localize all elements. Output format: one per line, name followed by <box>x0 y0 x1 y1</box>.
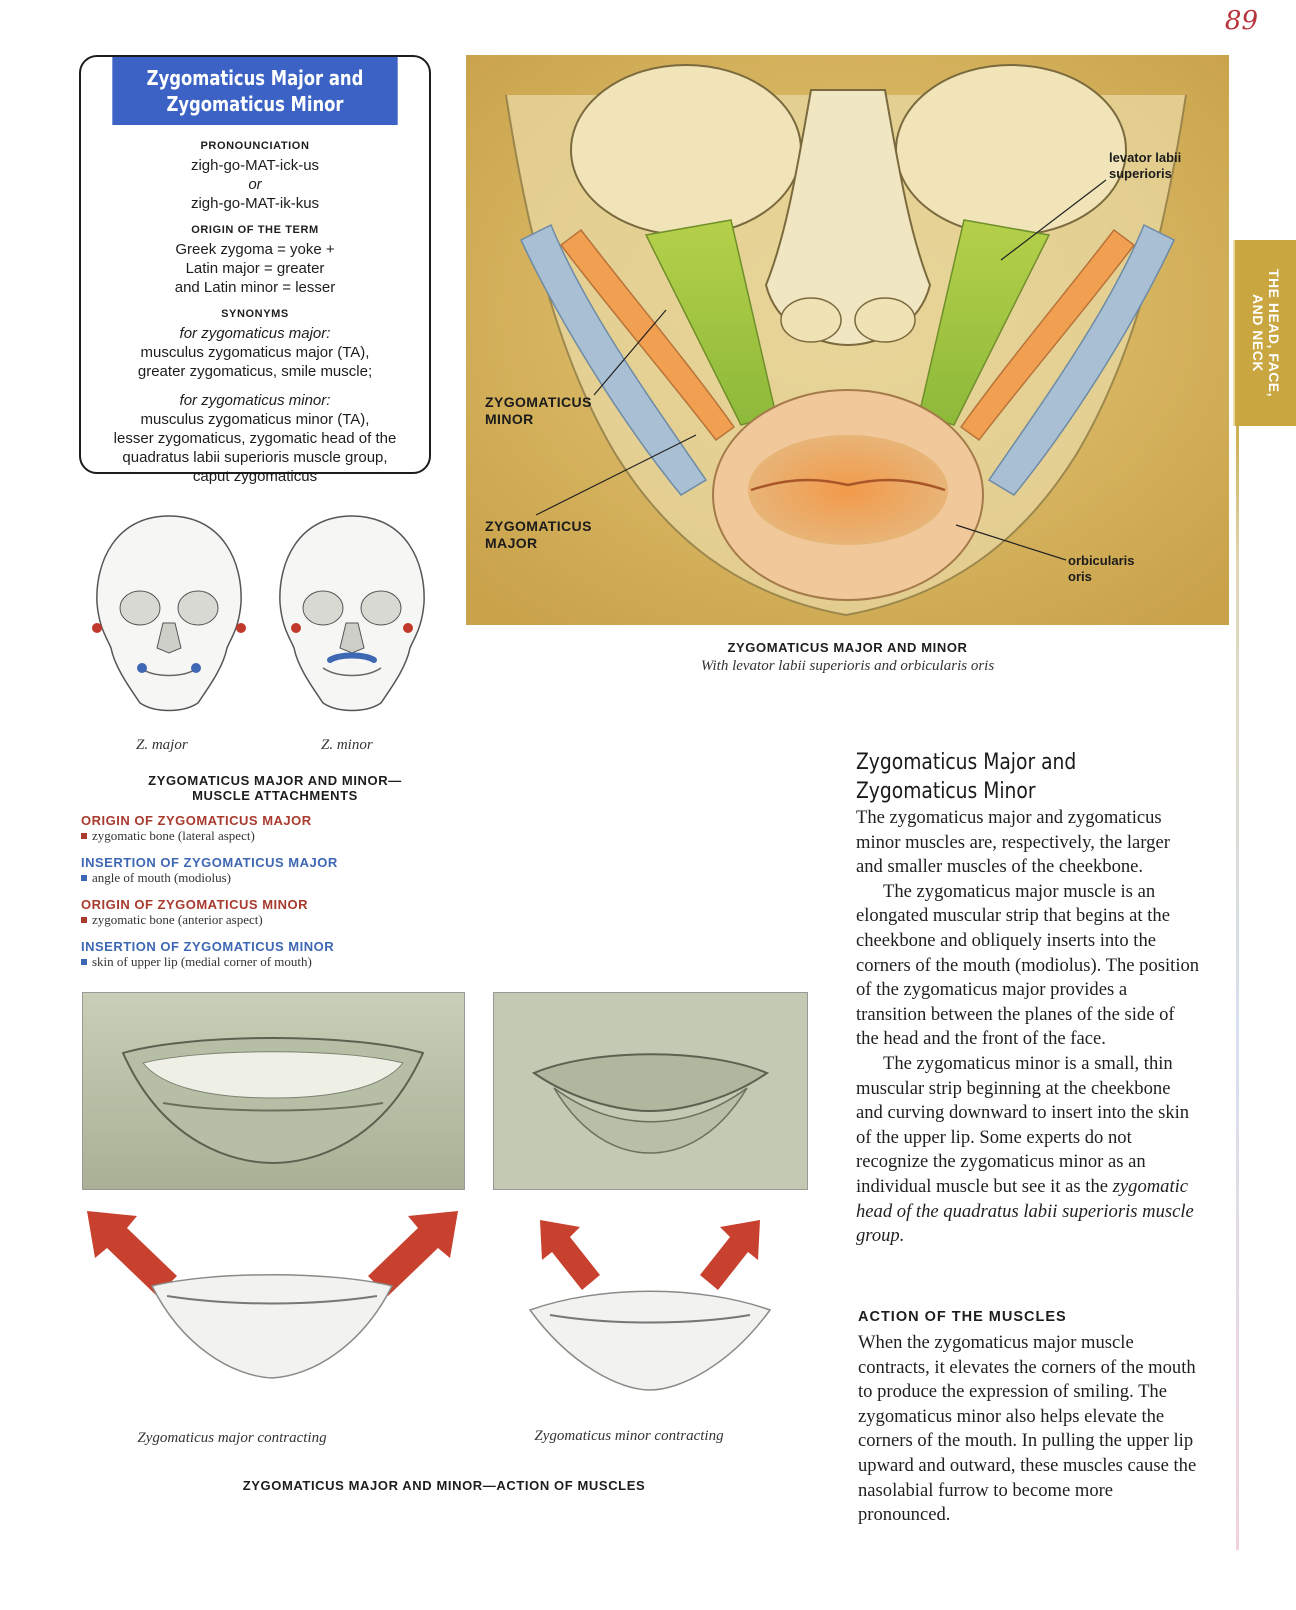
origin-3: and Latin minor = lesser <box>174 279 336 296</box>
origin-2: Latin major = greater <box>185 260 325 277</box>
smile-minor-photo <box>493 992 808 1190</box>
info-card-title-2: Zygomaticus Minor <box>166 92 344 116</box>
skull-minor-illustration <box>268 508 436 718</box>
action-label-minor: Zygomaticus minor contracting <box>534 1428 724 1444</box>
callout-levator: levator labii superioris <box>1109 150 1182 181</box>
synonyms-minor-1: musculus zygomaticus minor (TA), <box>140 411 370 428</box>
attachments-list <box>81 813 461 981</box>
section-tab[interactable] <box>1233 240 1296 426</box>
origin-1: Greek zygoma = yoke + <box>175 241 335 258</box>
attachment-item: INSERTION OF ZYGOMATICUS MINOR skin of upper lip (medial corner of mouth) <box>81 939 335 969</box>
action-figure-caption: ZYGOMATICUS MAJOR AND MINOR—ACTION OF MUSCLES <box>242 1478 646 1493</box>
origin-marker-icon <box>81 833 87 839</box>
skull-label-major: Z. major <box>136 737 188 753</box>
action-label-major: Zygomaticus major contracting <box>137 1430 327 1446</box>
synonyms-minor-4: caput zygomaticus <box>192 468 318 485</box>
action-body <box>858 1331 1203 1528</box>
smile-major-sketch <box>82 1206 463 1401</box>
attachment-item: INSERTION OF ZYGOMATICUS MAJOR angle of mouth (modiolus) <box>81 855 338 885</box>
synonyms-major-head: for zygomaticus major: <box>179 325 331 342</box>
skull-label-minor: Z. minor <box>321 737 373 753</box>
section-tab-label: THE HEAD, FACE, AND NECK <box>1249 268 1282 398</box>
pronunciation-2: zigh-go-MAT-ik-kus <box>190 195 320 212</box>
synonyms-minor-3: quadratus labii superioris muscle group, <box>122 449 388 466</box>
page-number: 89 <box>1224 6 1258 36</box>
origin-label: ORIGIN OF THE TERM <box>191 224 319 236</box>
pronunciation-1: zigh-go-MAT-ick-us <box>190 157 320 174</box>
arrow-up-right-icon <box>700 1220 760 1290</box>
attachment-item: ORIGIN OF ZYGOMATICUS MAJOR zygomatic bone (lateral aspect) <box>81 813 312 843</box>
action-heading: ACTION OF THE MUSCLES <box>858 1309 1067 1325</box>
main-figure-caption-sub: With levator labii superioris and orbicularis oris <box>700 658 995 674</box>
smile-major-photo <box>82 992 465 1190</box>
article-paragraph: When the zygomaticus major muscle contracts, it elevates the corners of the mouth to produce the expression of smiling. The zygomaticus minor also helps elevate the corners of the mouth. In pulling the upper lip upward and outward, these muscles cause the nasolabial furrow to become more pronounced. <box>858 1332 1197 1526</box>
callout-orbicularis: orbicularis oris <box>1068 553 1135 584</box>
attachment-item: ORIGIN OF ZYGOMATICUS MINOR zygomatic bone (anterior aspect) <box>81 897 309 927</box>
info-card-body <box>81 125 429 486</box>
article-body <box>856 806 1201 1249</box>
callout-zygomaticus-minor: ZYGOMATICUS MINOR <box>485 394 592 427</box>
synonyms-label: SYNONYMS <box>221 308 289 320</box>
synonyms-minor-head: for zygomaticus minor: <box>179 392 331 409</box>
article-title: Zygomaticus Major and Zygomaticus Minor <box>856 750 1077 804</box>
origin-marker-icon <box>81 917 87 923</box>
skull-major-illustration <box>85 508 253 718</box>
pronunciation-or: or <box>248 176 262 193</box>
smile-minor-sketch <box>520 1215 780 1401</box>
info-card <box>79 55 431 485</box>
info-card-title-1: Zygomaticus Major and <box>146 66 364 90</box>
attachments-title: ZYGOMATICUS MAJOR AND MINOR— MUSCLE ATTACHMENTS <box>148 773 402 803</box>
article-paragraph: The zygomaticus major and zygomaticus minor muscles are, respectively, the larger and smaller muscles of the cheekbone. <box>856 807 1170 878</box>
synonyms-major-1: musculus zygomaticus major (TA), <box>140 344 370 361</box>
insertion-marker-icon <box>81 875 87 881</box>
article-paragraph: The zygomaticus minor is a small, thin muscular strip beginning at the cheekbone and curving downward to insert into the skin of the upper lip. Some experts do not recognize the zygomaticus minor as an individual muscle but see it as the zygomatic head of the quadratus labii superioris muscle group. <box>856 1052 1194 1247</box>
synonyms-major-2: greater zygomaticus, smile muscle; <box>137 363 373 380</box>
info-card-header <box>112 57 397 125</box>
callout-zygomaticus-major: ZYGOMATICUS MAJOR <box>485 518 592 551</box>
pronunciation-label: PRONOUNCIATION <box>200 140 310 152</box>
page-edge-rule <box>1236 240 1239 1550</box>
arrow-up-left-icon <box>540 1220 600 1290</box>
article-paragraph: The zygomaticus major muscle is an elongated muscular strip that begins at the cheekbone and obliquely inserts into the corners of the mouth (modiolus). The position of the zygomaticus major provides a transition between the planes of the side of the head and the front of the face. <box>856 880 1200 1050</box>
insertion-marker-icon <box>81 959 87 965</box>
main-figure-caption-title: ZYGOMATICUS MAJOR AND MINOR <box>727 640 968 655</box>
synonyms-minor-2: lesser zygomaticus, zygomatic head of the <box>113 430 397 447</box>
